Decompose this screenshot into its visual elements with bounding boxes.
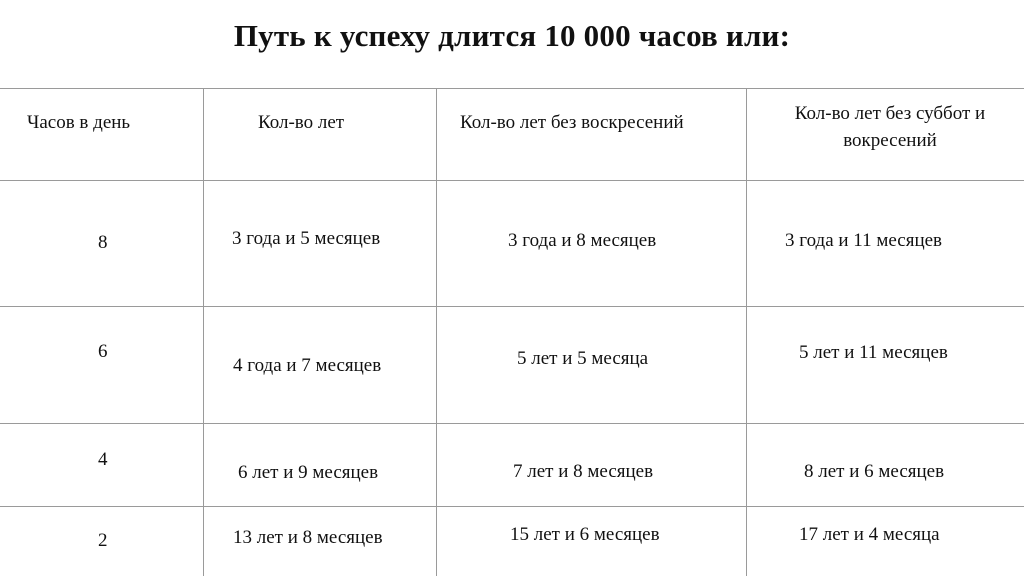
- header-years-no-weekends: Кол-во лет без суббот и вокресений: [794, 103, 986, 151]
- row-divider: [0, 306, 1024, 307]
- cell-hours: 8: [98, 232, 108, 253]
- page-title: Путь к успеху длится 10 000 часов или:: [233, 18, 791, 53]
- cell-no-sundays: 15 лет и 6 месяцев: [510, 524, 660, 545]
- cell-years: 3 года и 5 месяцев: [232, 228, 381, 249]
- column-divider: [203, 88, 204, 576]
- header-years-no-sundays: Кол-во лет без воскресений: [460, 112, 684, 133]
- column-divider: [746, 88, 747, 576]
- cell-no-weekends: 5 лет и 11 месяцев: [799, 342, 948, 363]
- cell-no-weekends: 8 лет и 6 месяцев: [804, 461, 945, 482]
- cell-hours: 6: [98, 341, 108, 362]
- row-divider: [0, 180, 1024, 181]
- cell-years: 13 лет и 8 месяцев: [233, 527, 383, 548]
- cell-no-sundays: 5 лет и 5 месяца: [517, 348, 649, 369]
- header-years: Кол-во лет: [258, 112, 345, 133]
- header-hours-per-day: Часов в день: [27, 112, 131, 133]
- column-divider: [436, 88, 437, 576]
- cell-hours: 4: [98, 449, 108, 470]
- cell-years: 4 года и 7 месяцев: [233, 355, 382, 376]
- cell-no-sundays: 3 года и 8 месяцев: [508, 230, 657, 251]
- cell-no-weekends: 17 лет и 4 месяца: [799, 524, 940, 545]
- cell-no-sundays: 7 лет и 8 месяцев: [513, 461, 654, 482]
- cell-no-weekends: 3 года и 11 месяцев: [785, 230, 943, 251]
- cell-years: 6 лет и 9 месяцев: [238, 462, 379, 483]
- row-divider: [0, 423, 1024, 424]
- row-divider: [0, 506, 1024, 507]
- table-border-top: [0, 88, 1024, 89]
- cell-hours: 2: [98, 530, 108, 551]
